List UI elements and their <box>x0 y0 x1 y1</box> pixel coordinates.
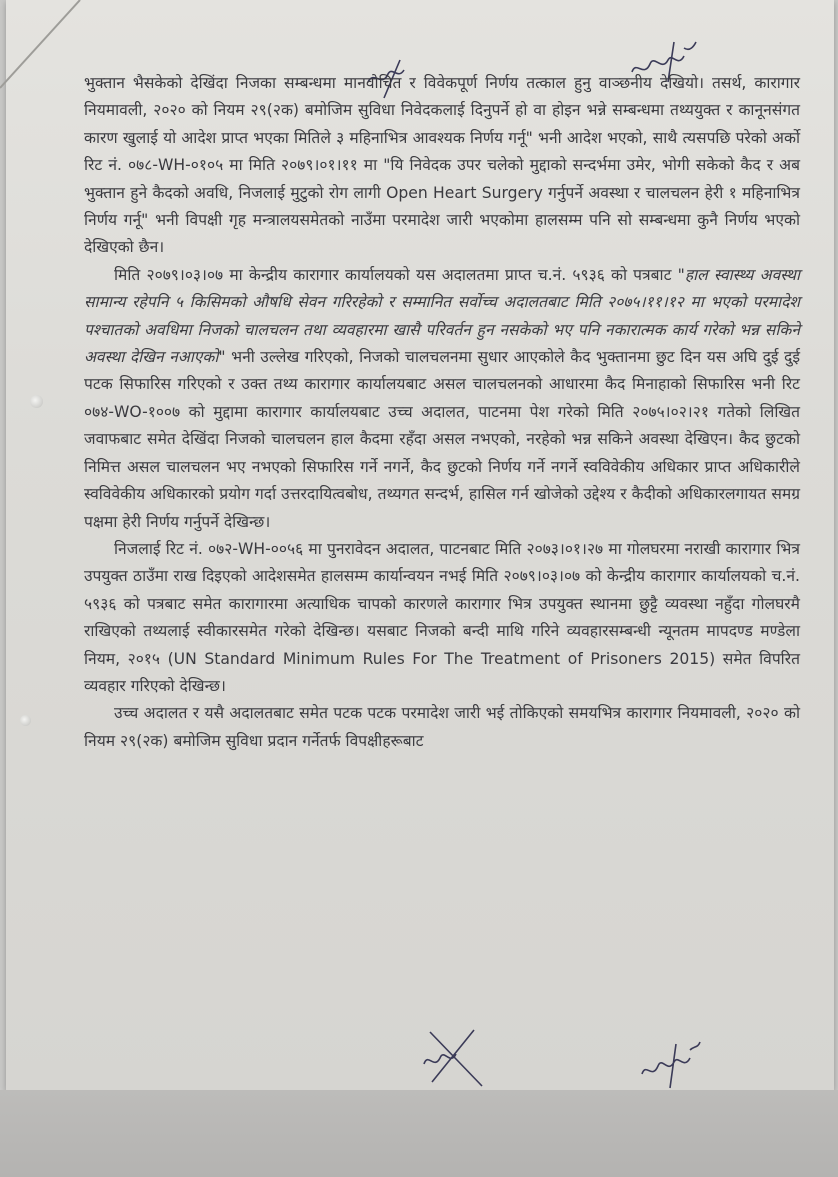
paragraph-4 <box>84 700 800 755</box>
signature-bottom-center <box>410 1012 490 1092</box>
paragraph-2 <box>84 262 800 536</box>
paragraph-3-text: निजलाई रिट नं. ०७२-WH-००५६ मा पुनरावेदन अदालत, पाटनबाट मिति २०७३।०१।२७ मा गोलघरमा नराखी कारागार भित्र उपयुक्त ठाउँमा राख दिइएको आदेशसमेत हालसम्म कार्यान्वयन नभई मिति २०७९।०३।०७ को केन्द्रीय कारागार कार्यालयको च.नं. ५९३६ को पत्रबाट समेत कारागारमा अत्याधिक चापको कारणले कारागार भित्र उपयुक्त स्थानमा छुट्टै व्यवस्था नहुँदा गोलघरमै राखिएको तथ्यलाई स्वीकारसमेत गरेको देखिन्छ। यसबाट निजको बन्दी माथि गरिने व्यवहारसम्बन्धी न्यूनतम मापदण्ड मण्डेला नियम, २०१५ (UN Standard Minimum Rules For The Treatment of Prisoners 2015) समेत विपरित व्यवहार गरिएको देखिन्छ। <box>84 539 800 695</box>
signature-bottom-right <box>636 1030 706 1100</box>
punch-hole-lower <box>20 715 31 726</box>
paragraph-2-text-a: मिति २०७९।०३।०७ मा केन्द्रीय कारागार कार्यालयको यस अदालतमा प्राप्त च.नं. ५९३६ को पत्रबाट <box>114 265 678 284</box>
punch-hole-upper <box>30 395 43 408</box>
paragraph-1-text: भुक्तान भैसकेको देखिंदा निजका सम्बन्धमा मानवोचित र विवेकपूर्ण निर्णय तत्काल हुनु वाञ्छनीय देखियो। तसर्थ, कारागार नियमावली, २०२० को नियम २९(२क) बमोजिम सुविधा निवेदकलाई दिनुपर्ने हो वा होइन भन्ने सम्बन्धमा तथ्ययुक्त र कानूनसंगत कारण खुलाई यो आदेश प्राप्त भएका मितिले ३ महिनाभित्र आवश्यक निर्णय गर्नू" भनी आदेश भएको, साथै त्यसपछि परेको अर्को रिट नं. ०७८-WH-०१०५ मा मिति २०७९।०१।११ मा "यि निवेदक उपर चलेको मुद्दाको सन्दर्भमा उमेर, भोगी सकेको कैद र अब भुक्तान हुने कैदको अवधि, निजलाई मुटुको रोग लागी Open Heart Surgery गर्नुपर्ने अवस्था र चालचलन हेरी १ महिनाभित्र निर्णय गर्नू" भनी विपक्षी गृह मन्त्रालयसमेतको नाउँमा परमादेश जारी भएकोमा हालसम्म पनि सो सम्बन्धमा कुनै निर्णय भएको देखिएको छैन। <box>84 74 800 257</box>
paragraph-4-text: उच्च अदालत र यसै अदालतबाट समेत पटक पटक परमादेश जारी भई तोकिएको समयभित्र कारागार नियमावली, २०२० को नियम २९(२क) बमोजिम सुविधा प्रदान गर्नेतर्फ विपक्षीहरूबाट <box>84 704 800 750</box>
paragraph-1 <box>84 70 800 262</box>
paragraph-3 <box>84 536 800 700</box>
document-body <box>84 70 800 755</box>
paragraph-2-quoted-text: "हाल स्वास्थ्य अवस्था सामान्य रहेपनि ५ किसिमको औषधि सेवन गरिरहेको र सम्मानित सर्वोच्च अदालतबाट मिति २०७५।११।१२ मा भएको परमादेश पश्चातको अवधिमा निजको चालचलन तथा व्यवहारमा खासै परिवर्तन हुन नसकेको भए पनि नकारात्मक कार्य गरेको भन्न सकिने अवस्था देखिन नआएको" <box>84 265 800 367</box>
paragraph-2-text-b: भनी उल्लेख गरिएको, निजको चालचलनमा सुधार आएकोले कैद भुक्तानमा छुट दिन यस अघि दुई दुई पटक सिफारिस गरिएको र उक्त तथ्य कारागार कार्यालयबाट असल चालचलनको आधारमा कैद मिनाहाको सिफारिस भनी रिट ०७४-WO-१००७ को मुद्दामा कारागार कार्यालयबाट उच्च अदालत, पाटनमा पेश गरेको मिति २०७५।०२।२१ गतेको लिखित जवाफबाट समेत देखिंदा निजको चालचलन हाल कैदमा रहँदा असल नभएको, नरहेको भन्न सकिने अवस्था देखिएन। कैद छुटको निमित्त असल चालचलन भए नभएको सिफारिस गर्ने नगर्ने, कैद छुटको निर्णय गर्ने नगर्ने स्वविवेकीय अधिकार प्राप्त अधिकारीले स्वविवेकीय अधिकारको प्रयोग गर्दा उत्तरदायित्वबोध, तथ्यगत सन्दर्भ, हासिल गर्न खोजेको उद्देश्य र कैदीको अधिकारलगायत समग्र पक्षमा हेरी निर्णय गर्नुपर्ने देखिन्छ। <box>84 348 800 531</box>
